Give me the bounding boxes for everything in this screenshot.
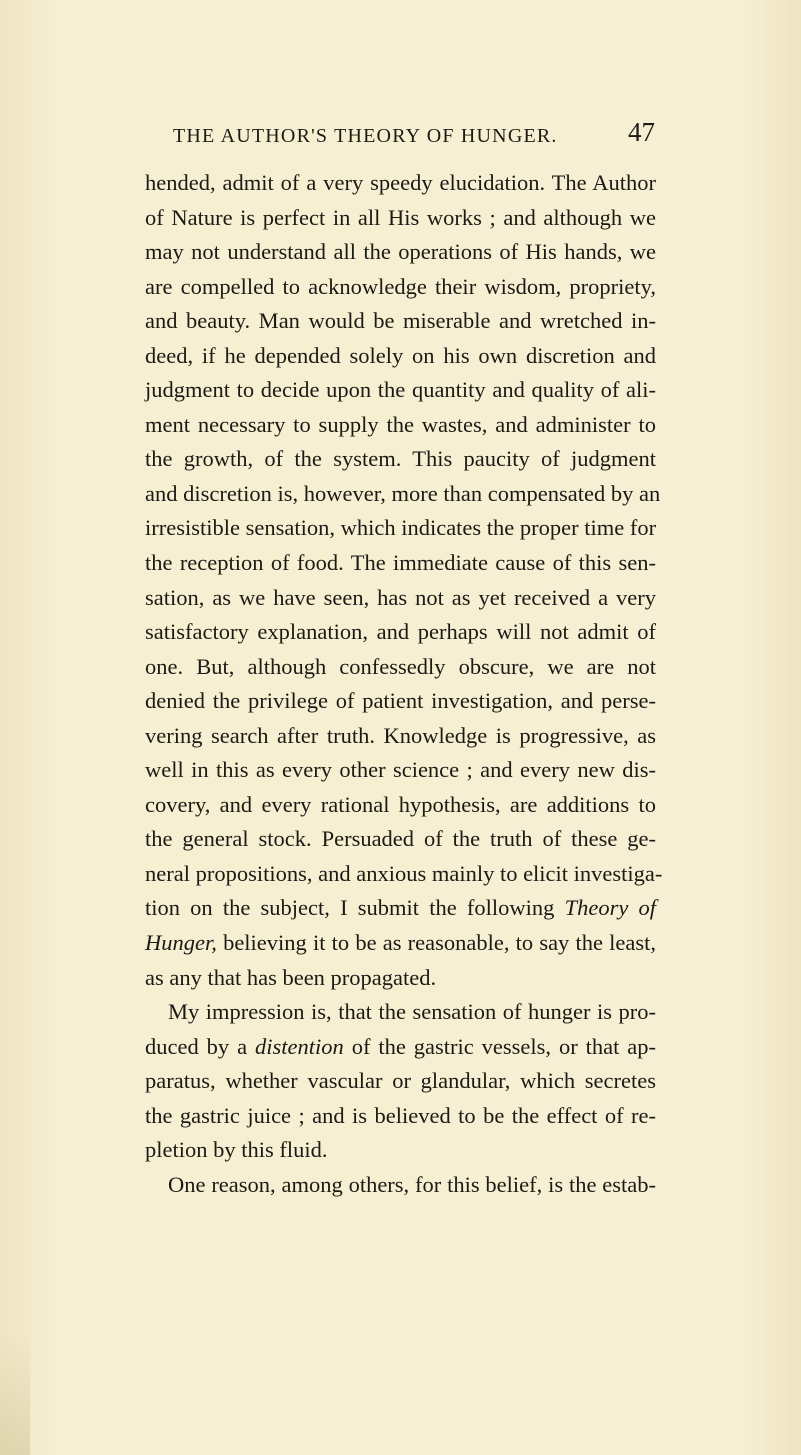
page-header bbox=[173, 119, 655, 149]
text-line: one. But, although confessedly obscure, we are not bbox=[145, 653, 656, 679]
italic-hunger: Hunger, bbox=[145, 930, 217, 956]
running-head: THE AUTHOR'S THEORY OF HUNGER. bbox=[173, 125, 558, 147]
text-run: of the gastric vessels, or that ap- bbox=[351, 1033, 657, 1059]
italic-theory-of: Theory of bbox=[564, 895, 656, 921]
text-line: of Nature is perfect in all His works ; and although we bbox=[145, 204, 656, 230]
text-line: ment necessary to supply the wastes, and administer to bbox=[145, 411, 656, 437]
text-line: pletion by this fluid. bbox=[145, 1137, 328, 1163]
text-line: deed, if he depended solely on his own discretion and bbox=[145, 342, 656, 368]
text-line: the gastric juice ; and is believed to be the effect of re- bbox=[145, 1102, 656, 1128]
text-line: satisfactory explanation, and perhaps will not admit of bbox=[145, 619, 656, 645]
text-line: are compelled to acknowledge their wisdom, propriety, bbox=[145, 273, 656, 299]
text-run: believing it to be as reasonable, to say the least, bbox=[223, 930, 657, 956]
text-line: hended, admit of a very speedy elucidation. The Author bbox=[145, 170, 656, 195]
text-line: paratus, whether vascular or glandular, which secretes bbox=[145, 1068, 656, 1094]
text-line: covery, and every rational hypothesis, are additions to bbox=[145, 791, 656, 817]
italic-distention: distention bbox=[255, 1033, 344, 1059]
text-run: duced by a bbox=[145, 1033, 248, 1059]
text-line-with-italic bbox=[145, 1030, 656, 1065]
text-line: may not understand all the operations of His hands, we bbox=[145, 239, 656, 265]
text-line: well in this as every other science ; and every new dis- bbox=[145, 757, 656, 783]
text-line: and discretion is, however, more than compensated by an bbox=[145, 480, 661, 506]
text-line: as any that has been propagated. bbox=[145, 964, 437, 990]
page-edge-shading bbox=[0, 1330, 30, 1455]
page-number: 47 bbox=[628, 117, 655, 147]
text-line: vering search after truth. Knowledge is progressive, as bbox=[145, 722, 656, 748]
text-line: the general stock. Persuaded of the truth of these ge- bbox=[145, 826, 656, 852]
text-line: the reception of food. The immediate cause of this sen- bbox=[145, 550, 656, 576]
text-line: the growth, of the system. This paucity of judgment bbox=[145, 446, 656, 472]
paragraph-start-line: My impression is, that the sensation of hunger is pro- bbox=[168, 999, 656, 1025]
body-text bbox=[145, 166, 663, 1202]
text-line: and beauty. Man would be miserable and wretched in- bbox=[145, 308, 656, 334]
text-line: judgment to decide upon the quantity and quality of ali- bbox=[145, 377, 656, 403]
text-run: tion on the subject, I submit the following bbox=[145, 895, 555, 921]
text-line: irresistible sensation, which indicates the proper time for bbox=[145, 515, 657, 541]
paragraph-start-line: One reason, among others, for this belief, is the estab- bbox=[168, 1171, 656, 1197]
text-line: denied the privilege of patient investigation, and perse- bbox=[145, 688, 656, 714]
text-line: sation, as we have seen, has not as yet received a very bbox=[145, 584, 656, 610]
text-line-with-italic bbox=[145, 891, 656, 926]
text-line-with-italic bbox=[145, 926, 656, 961]
text-line: neral propositions, and anxious mainly to elicit investiga- bbox=[145, 860, 663, 886]
